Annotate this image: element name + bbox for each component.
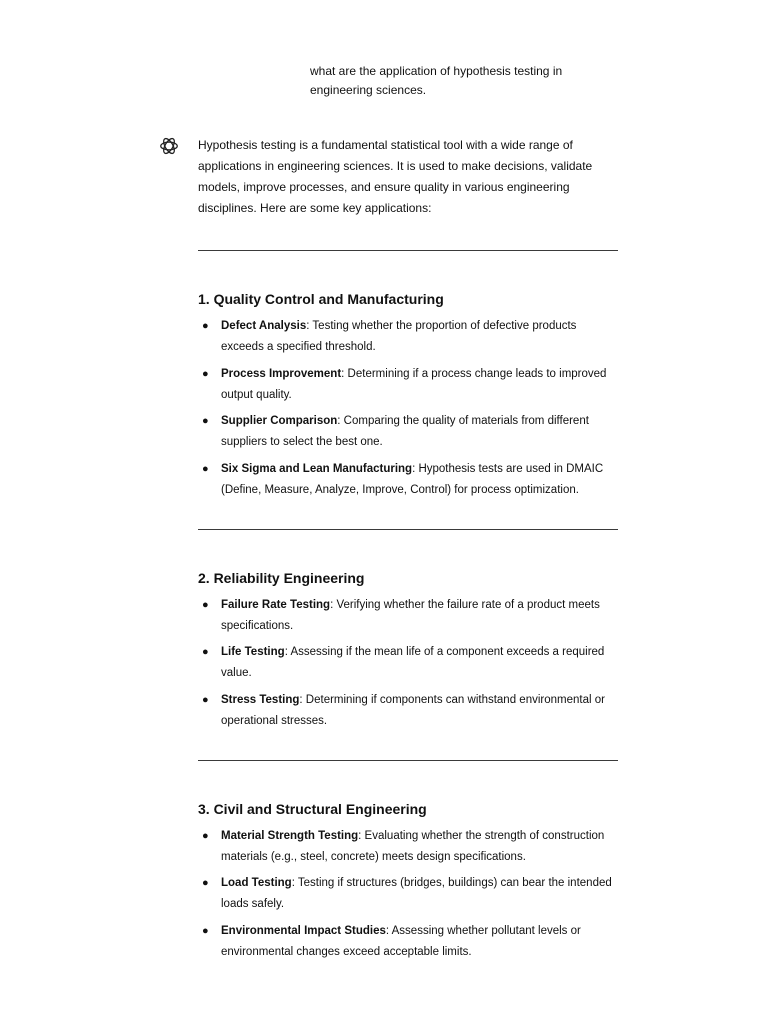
bullet-icon: ● [202, 598, 209, 611]
item-description: : Evaluating whether the strength of construction materials (e.g., steel, concrete) meets design specifications. [221, 829, 605, 863]
section-list [198, 826, 618, 963]
bullet-icon: ● [202, 367, 209, 380]
section-list [198, 316, 618, 501]
section-divider [198, 250, 618, 251]
item-description: : Verifying whether the failure rate of a product meets specifications. [221, 598, 600, 632]
bullet-icon: ● [202, 693, 209, 706]
bullet-icon: ● [202, 829, 209, 842]
list-item [198, 826, 618, 868]
section-title: 2. Reliability Engineering [198, 569, 365, 586]
bullet-icon: ● [202, 877, 209, 889]
bullet-icon: ● [202, 646, 209, 658]
item-description: : Comparing the quality of materials from different suppliers to select the best one. [221, 415, 589, 448]
section-title: 3. Civil and Structural Engineering [198, 800, 427, 817]
user-message: what are the application of hypothesis testing in engineering sciences. [310, 64, 563, 97]
item-description: : Testing whether the proportion of defective products exceeds a specified threshold. [221, 320, 577, 353]
item-term: Defect Analysis [221, 320, 307, 332]
section-divider [198, 760, 618, 761]
openai-logo-icon [158, 135, 180, 157]
assistant-intro: Hypothesis testing is a fundamental statistical tool with a wide range of applications in engineering sciences. It is used to make decisions, validate models, improve processes, and ensure quality in various engineering disciplines. Here are some key applications: [198, 138, 593, 215]
section-divider [198, 529, 618, 530]
list-item [198, 873, 618, 915]
item-term: Environmental Impact Studies [221, 924, 386, 937]
item-description: : Determining if a process change leads to improved output quality. [221, 367, 607, 401]
list-item [198, 595, 618, 637]
item-description: : Assessing if the mean life of a component exceeds a required value. [221, 646, 605, 679]
item-description: : Hypothesis tests are used in DMAIC (Define, Measure, Analyze, Improve, Control) for process optimization. [221, 462, 604, 496]
list-item [198, 364, 618, 406]
item-term: Life Testing [221, 646, 285, 658]
bullet-icon: ● [202, 320, 209, 332]
section-title: 1. Quality Control and Manufacturing [198, 291, 444, 307]
assistant-message [198, 135, 618, 968]
item-description: : Testing if structures (bridges, buildings) can bear the intended loads safely. [221, 877, 612, 910]
list-item [198, 921, 618, 963]
bullet-icon: ● [202, 415, 209, 427]
list-item [198, 642, 618, 684]
item-term: Stress Testing [221, 693, 300, 706]
item-description: : Assessing whether pollutant levels or environmental changes exceed acceptable limits. [221, 924, 581, 958]
item-term: Failure Rate Testing [221, 598, 331, 611]
item-term: Load Testing [221, 877, 292, 889]
item-term: Supplier Comparison [221, 415, 338, 427]
bullet-icon: ● [202, 924, 209, 937]
list-item [198, 459, 618, 501]
bullet-icon: ● [202, 462, 209, 475]
section-list [198, 595, 618, 732]
list-item [198, 690, 618, 732]
list-item [198, 316, 618, 358]
item-description: : Determining if components can withstand environmental or operational stresses. [221, 693, 605, 727]
item-term: Six Sigma and Lean Manufacturing [221, 462, 413, 475]
list-item [198, 411, 618, 453]
item-term: Material Strength Testing [221, 829, 359, 842]
item-term: Process Improvement [221, 367, 342, 380]
